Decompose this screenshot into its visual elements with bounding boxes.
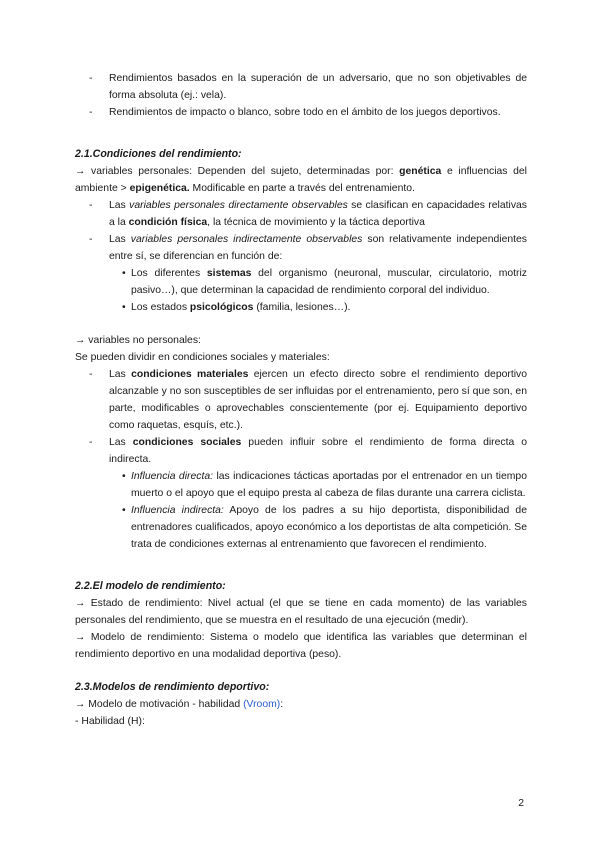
document-page <box>75 70 527 730</box>
bullet-item: • Los estados psicológicos (familia, lesiones…). <box>75 299 527 316</box>
section-heading-2-2: 2.2.El modelo de rendimiento: <box>75 580 226 592</box>
bullet-item: • Influencia directa: las indicaciones tácticas aportadas por el entrenador en un tiempo muerto o el apoyo que el equipo presta al cabeza de filas durante una carrera ciclista. <box>75 468 527 502</box>
paragraph: → variables personales: Dependen del sujeto, determinadas por: genética e influencias del ambiente > epigenética. Modificable en parte a través del entrenamiento. <box>75 166 527 194</box>
list-item: - Las variables personales directamente observables se clasifican en capacidades relativas a la condición física, la técnica de movimiento y la táctica deportiva <box>75 197 527 231</box>
paragraph: → Modelo de motivación - habilidad (Vroom): <box>75 699 284 710</box>
list-item: - Rendimientos basados en la superación de un adversario, que no son objetivables de forma absoluta (ej.: vela). <box>75 70 527 104</box>
bullet-item: • Influencia indirecta: Apoyo de los padres a su hijo deportista, disponibilidad de entrenadores cualificados, apoyo económico a los deportistas de alta competición. Se trata de condiciones externas al entrenamiento que favorecen el rendimiento. <box>75 502 527 553</box>
list-item: - Las condiciones sociales pueden influir sobre el rendimiento de forma directa o indirecta. <box>75 434 527 468</box>
paragraph: → Estado de rendimiento: Nivel actual (el que se tiene en cada momento) de las variables personales del rendimiento, que se muestra en el resultado de una ejecución (medir). <box>75 598 527 626</box>
vroom-link[interactable]: (Vroom) <box>243 699 281 710</box>
paragraph: - Habilidad (H): <box>75 716 145 727</box>
list-item: - Rendimientos de impacto o blanco, sobre todo en el ámbito de los juegos deportivos. <box>75 104 527 121</box>
page-number: 2 <box>518 798 524 809</box>
section-heading-2-1: 2.1.Condiciones del rendimiento: <box>75 148 242 160</box>
paragraph: Se pueden dividir en condiciones sociales y materiales: <box>75 352 330 363</box>
paragraph: → Modelo de rendimiento: Sistema o modelo que identifica las variables que determinan el rendimiento deportivo en una modalidad deportiva (peso). <box>75 632 527 660</box>
section-heading-2-3: 2.3.Modelos de rendimiento deportivo: <box>75 681 270 693</box>
list-item: - Las variables personales indirectamente observables son relativamente independientes entre sí, se diferencian en función de: <box>75 231 527 265</box>
paragraph: → variables no personales: <box>75 335 201 346</box>
bullet-item: • Los diferentes sistemas del organismo (neuronal, muscular, circulatorio, motriz pasivo…), que determinan la capacidad de rendimiento corporal del individuo. <box>75 265 527 299</box>
list-item: - Las condiciones materiales ejercen un efecto directo sobre el rendimiento deportivo alcanzable y no son susceptibles de ser influidas por el entrenamiento, pero sí que son, en parte, modificables o aprovechables conscientemente (por ej. Equipamiento deportivo como raquetas, esquís, etc.). <box>75 366 527 434</box>
